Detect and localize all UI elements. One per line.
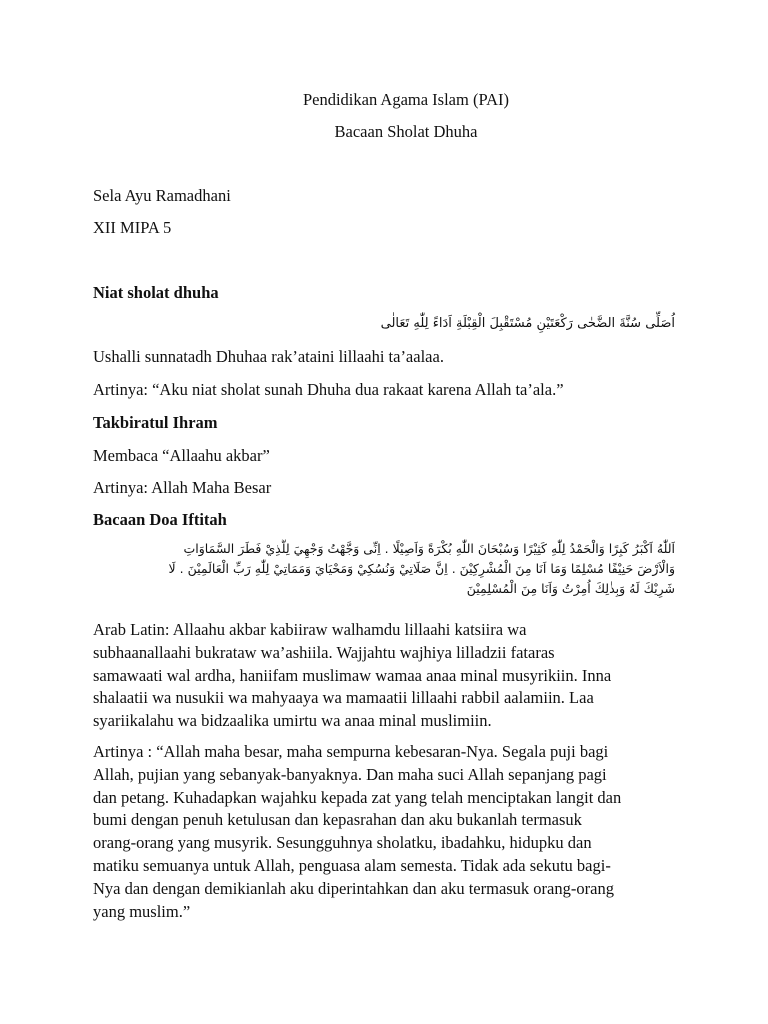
- iftitah-meaning-line: dan petang. Kuhadapkan wajahku kepada zat yang telah menciptakan langit dan: [93, 787, 622, 807]
- takbir-meaning-text: Artinya: Allah Maha Besar: [93, 478, 272, 497]
- niat-meaning-text: Artinya: “Aku niat sholat sunah Dhuha dua rakaat karena Allah ta’ala.”: [93, 380, 564, 399]
- iftitah-meaning-line: matiku semuanya untuk Allah, penguasa alam semesta. Tidak ada sekutu bagi-: [93, 855, 611, 875]
- niat-latin-text: Ushalli sunnatadh Dhuhaa rak’ataini lillaahi ta’aalaa.: [93, 347, 444, 366]
- document-subject: Pendidikan Agama Islam (PAI): [302, 90, 510, 109]
- takbir-heading: Takbiratul Ihram: [93, 413, 218, 432]
- iftitah-meaning-line: Allah, pujian yang sebanyak-banyaknya. Dan maha suci Allah sepanjang pagi: [93, 764, 607, 784]
- iftitah-latin-line: subhaanallaahi bukrataw wa’ashiila. Wajjahtu wajhiya lilladzii fataras: [93, 642, 555, 662]
- document-title: Bacaan Sholat Dhuha: [334, 122, 478, 141]
- niat-arabic-text: اُصَلِّى سُنَّةَ الضَّحٰى رَكْعَتَيْنِ مُسْتَقْبِلَ الْقِبْلَةِ اَدَاءً لِلّٰهِ تَعَالٰى: [380, 316, 675, 331]
- author-class: XII MIPA 5: [93, 218, 172, 237]
- iftitah-meaning-paragraph: [93, 741, 693, 923]
- iftitah-latin-line: Arab Latin: Allaahu akbar kabiiraw walhamdu lillaahi katsiira wa: [93, 620, 527, 639]
- takbir-reading-text: Membaca “Allaahu akbar”: [93, 446, 270, 465]
- iftitah-latin-paragraph: [93, 619, 693, 733]
- iftitah-meaning-line: yang muslim.”: [93, 901, 191, 921]
- iftitah-latin-line: shalaatii wa nusukii wa mahyaaya wa mamaatii lillaahi rabbil aalamiin. Laa: [93, 688, 594, 708]
- iftitah-latin-line: syariikalahu wa bidzaalika umirtu wa anaa minal muslimiin.: [93, 711, 492, 731]
- iftitah-arabic-block: [93, 539, 675, 599]
- niat-heading: Niat sholat dhuha: [93, 283, 219, 302]
- iftitah-meaning-line: orang-orang yang musyrik. Sesungguhnya sholatku, ibadahku, hidupku dan: [93, 833, 592, 853]
- iftitah-meaning-line: Artinya : “Allah maha besar, maha sempurna kebesaran-Nya. Segala puji bagi: [93, 742, 609, 761]
- iftitah-heading: Bacaan Doa Iftitah: [93, 510, 227, 529]
- iftitah-arabic-line: شَرِيْكَ لَهُ وَبِذٰلِكَ اُمِرْتُ وَاَنَا مِنَ الْمُسْلِمِيْنَ: [466, 581, 675, 596]
- iftitah-meaning-line: bumi dengan penuh ketulusan dan kepasrahan dan aku bukanlah termasuk: [93, 810, 582, 830]
- author-name: Sela Ayu Ramadhani: [93, 186, 231, 205]
- iftitah-meaning-line: Nya dan dengan demikianlah aku diperintahkan dan aku termasuk orang-orang: [93, 878, 614, 898]
- iftitah-arabic-line: وَالْاَرْضَ حَنِيْفًا مُسْلِمًا وَمَا اَنَا مِنَ الْمُشْرِكِيْنَ . اِنَّ صَلَاتِيْ وَنُسُكِيْ وَمَحْيَايَ وَمَمَاتِيْ لِلّٰهِ رَبِّ الْعَالَمِيْنَ . لَا: [168, 561, 675, 576]
- iftitah-latin-line: samawaati wal ardha, haniifam muslimaw wamaa anaa minal musyrikiin. Inna: [93, 665, 612, 685]
- iftitah-arabic-line: اَللّٰهُ اَكْبَرُ كَبِرًا وَالْحَمْدُ لِلّٰهِ كَثِيْرًا وَسُبْحَانَ اللّٰهِ بُكْرَةً وَاَصِيْلًا . اِنِّى وَجَّهْتُ وَجْهِيَ لِلَّذِيْ فَطَرَ السَّمَاوَاتِ: [183, 541, 675, 556]
